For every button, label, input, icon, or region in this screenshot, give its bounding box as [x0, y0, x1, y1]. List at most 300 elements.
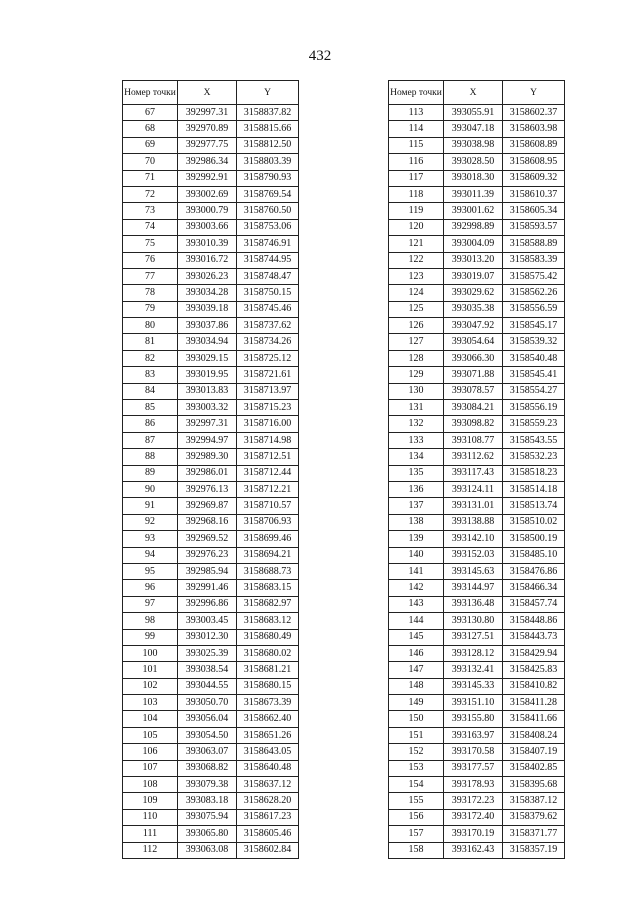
- table-row: [389, 121, 565, 137]
- cell-point-number: 98: [123, 613, 178, 629]
- cell-point-number: 121: [389, 236, 444, 252]
- table-row: [389, 760, 565, 776]
- cell-y: 3158411.28: [503, 695, 565, 711]
- cell-y: 3158713.97: [237, 383, 299, 399]
- table-row: [389, 727, 565, 743]
- table-row: [389, 416, 565, 432]
- cell-y: 3158790.93: [237, 170, 299, 186]
- cell-point-number: 148: [389, 678, 444, 694]
- table-row: [389, 203, 565, 219]
- table-row: [123, 695, 299, 711]
- table-row: [123, 318, 299, 334]
- table-row: [123, 350, 299, 366]
- table-row: [123, 170, 299, 186]
- cell-x: 393019.07: [444, 268, 503, 284]
- table-row: [123, 186, 299, 202]
- table-row: [389, 563, 565, 579]
- cell-x: 393055.91: [444, 105, 503, 121]
- cell-x: 393068.82: [178, 760, 237, 776]
- cell-y: 3158712.44: [237, 465, 299, 481]
- cell-point-number: 117: [389, 170, 444, 186]
- table-row: [389, 580, 565, 596]
- cell-point-number: 81: [123, 334, 178, 350]
- table-row: [389, 531, 565, 547]
- cell-y: 3158734.26: [237, 334, 299, 350]
- table-row: [389, 285, 565, 301]
- cell-y: 3158410.82: [503, 678, 565, 694]
- cell-y: 3158637.12: [237, 777, 299, 793]
- cell-y: 3158721.61: [237, 367, 299, 383]
- cell-point-number: 80: [123, 318, 178, 334]
- table-body: [389, 105, 565, 859]
- cell-y: 3158429.94: [503, 645, 565, 661]
- cell-x: 393029.15: [178, 350, 237, 366]
- cell-point-number: 136: [389, 481, 444, 497]
- cell-point-number: 78: [123, 285, 178, 301]
- table-row: [389, 711, 565, 727]
- coordinates-table-left: [122, 80, 299, 859]
- cell-y: 3158617.23: [237, 809, 299, 825]
- cell-point-number: 129: [389, 367, 444, 383]
- cell-y: 3158706.93: [237, 514, 299, 530]
- table-row: [123, 711, 299, 727]
- table-row: [123, 793, 299, 809]
- cell-point-number: 111: [123, 826, 178, 842]
- table-row: [123, 678, 299, 694]
- cell-y: 3158628.20: [237, 793, 299, 809]
- header-y: Y: [503, 81, 565, 105]
- table-row: [123, 121, 299, 137]
- cell-point-number: 130: [389, 383, 444, 399]
- cell-y: 3158513.74: [503, 498, 565, 514]
- cell-y: 3158575.42: [503, 268, 565, 284]
- cell-x: 393127.51: [444, 629, 503, 645]
- table-row: [389, 318, 565, 334]
- table-row: [389, 400, 565, 416]
- cell-x: 393038.98: [444, 137, 503, 153]
- cell-point-number: 68: [123, 121, 178, 137]
- cell-y: 3158680.49: [237, 629, 299, 645]
- table-row: [389, 186, 565, 202]
- cell-point-number: 72: [123, 186, 178, 202]
- cell-y: 3158545.17: [503, 318, 565, 334]
- cell-x: 393152.03: [444, 547, 503, 563]
- table-row: [123, 465, 299, 481]
- cell-x: 393013.20: [444, 252, 503, 268]
- cell-y: 3158737.62: [237, 318, 299, 334]
- cell-point-number: 115: [389, 137, 444, 153]
- cell-y: 3158583.39: [503, 252, 565, 268]
- cell-x: 393145.63: [444, 563, 503, 579]
- cell-x: 393170.19: [444, 826, 503, 842]
- cell-y: 3158514.18: [503, 481, 565, 497]
- table-row: [123, 481, 299, 497]
- cell-x: 393056.04: [178, 711, 237, 727]
- cell-x: 393002.69: [178, 186, 237, 202]
- table-row: [123, 154, 299, 170]
- table-row: [389, 678, 565, 694]
- cell-x: 393025.39: [178, 645, 237, 661]
- cell-y: 3158543.55: [503, 432, 565, 448]
- cell-y: 3158760.50: [237, 203, 299, 219]
- cell-y: 3158387.12: [503, 793, 565, 809]
- table-row: [123, 498, 299, 514]
- table-row: [123, 645, 299, 661]
- cell-y: 3158753.06: [237, 219, 299, 235]
- cell-point-number: 108: [123, 777, 178, 793]
- cell-y: 3158371.77: [503, 826, 565, 842]
- table-row: [123, 285, 299, 301]
- cell-x: 393066.30: [444, 350, 503, 366]
- cell-x: 393162.43: [444, 842, 503, 858]
- cell-y: 3158651.26: [237, 727, 299, 743]
- cell-y: 3158710.57: [237, 498, 299, 514]
- cell-y: 3158680.02: [237, 645, 299, 661]
- header-x: X: [178, 81, 237, 105]
- cell-x: 393016.72: [178, 252, 237, 268]
- cell-x: 393013.83: [178, 383, 237, 399]
- cell-point-number: 138: [389, 514, 444, 530]
- cell-x: 393039.18: [178, 301, 237, 317]
- table-row: [123, 105, 299, 121]
- cell-y: 3158605.46: [237, 826, 299, 842]
- table-row: [389, 465, 565, 481]
- cell-y: 3158837.82: [237, 105, 299, 121]
- cell-x: 392970.89: [178, 121, 237, 137]
- cell-y: 3158750.15: [237, 285, 299, 301]
- cell-x: 392985.94: [178, 563, 237, 579]
- table-row: [123, 268, 299, 284]
- cell-x: 393054.50: [178, 727, 237, 743]
- cell-x: 393065.80: [178, 826, 237, 842]
- cell-point-number: 114: [389, 121, 444, 137]
- cell-x: 393029.62: [444, 285, 503, 301]
- cell-x: 393098.82: [444, 416, 503, 432]
- cell-y: 3158603.98: [503, 121, 565, 137]
- table-row: [389, 449, 565, 465]
- cell-point-number: 126: [389, 318, 444, 334]
- cell-point-number: 73: [123, 203, 178, 219]
- cell-x: 393063.08: [178, 842, 237, 858]
- cell-x: 393112.62: [444, 449, 503, 465]
- cell-x: 392998.89: [444, 219, 503, 235]
- table-row: [123, 236, 299, 252]
- table-row: [389, 596, 565, 612]
- cell-x: 392996.86: [178, 596, 237, 612]
- cell-y: 3158593.57: [503, 219, 565, 235]
- cell-point-number: 70: [123, 154, 178, 170]
- cell-point-number: 152: [389, 744, 444, 760]
- cell-x: 393001.62: [444, 203, 503, 219]
- header-point-number: Номер точки: [389, 81, 444, 105]
- cell-point-number: 147: [389, 662, 444, 678]
- table-row: [389, 826, 565, 842]
- cell-y: 3158518.23: [503, 465, 565, 481]
- table-row: [123, 809, 299, 825]
- cell-x: 393142.10: [444, 531, 503, 547]
- cell-point-number: 92: [123, 514, 178, 530]
- table-row: [389, 383, 565, 399]
- cell-point-number: 109: [123, 793, 178, 809]
- cell-x: 393026.23: [178, 268, 237, 284]
- cell-point-number: 158: [389, 842, 444, 858]
- cell-y: 3158712.51: [237, 449, 299, 465]
- table-row: [123, 400, 299, 416]
- cell-x: 393136.48: [444, 596, 503, 612]
- page-number: 432: [308, 48, 332, 64]
- cell-point-number: 94: [123, 547, 178, 563]
- cell-x: 392992.91: [178, 170, 237, 186]
- cell-x: 392976.13: [178, 481, 237, 497]
- cell-point-number: 156: [389, 809, 444, 825]
- cell-point-number: 140: [389, 547, 444, 563]
- table-row: [389, 744, 565, 760]
- cell-point-number: 132: [389, 416, 444, 432]
- cell-x: 393117.43: [444, 465, 503, 481]
- cell-x: 393172.23: [444, 793, 503, 809]
- cell-x: 392976.23: [178, 547, 237, 563]
- cell-point-number: 74: [123, 219, 178, 235]
- cell-point-number: 133: [389, 432, 444, 448]
- cell-y: 3158476.86: [503, 563, 565, 579]
- cell-x: 393084.21: [444, 400, 503, 416]
- cell-point-number: 86: [123, 416, 178, 432]
- table-row: [389, 334, 565, 350]
- table-row: [389, 301, 565, 317]
- table-row: [123, 547, 299, 563]
- cell-point-number: 141: [389, 563, 444, 579]
- cell-y: 3158680.15: [237, 678, 299, 694]
- cell-y: 3158725.12: [237, 350, 299, 366]
- cell-point-number: 71: [123, 170, 178, 186]
- cell-x: 393047.92: [444, 318, 503, 334]
- table-row: [123, 367, 299, 383]
- cell-x: 393075.94: [178, 809, 237, 825]
- cell-point-number: 69: [123, 137, 178, 153]
- cell-point-number: 116: [389, 154, 444, 170]
- table-row: [123, 744, 299, 760]
- cell-y: 3158643.05: [237, 744, 299, 760]
- cell-point-number: 143: [389, 596, 444, 612]
- table-row: [123, 662, 299, 678]
- table-row: [389, 350, 565, 366]
- table-row: [389, 498, 565, 514]
- table-row: [123, 137, 299, 153]
- cell-y: 3158683.12: [237, 613, 299, 629]
- cell-x: 393034.94: [178, 334, 237, 350]
- table-row: [389, 219, 565, 235]
- table-row: [123, 219, 299, 235]
- cell-x: 393047.18: [444, 121, 503, 137]
- cell-point-number: 85: [123, 400, 178, 416]
- cell-y: 3158532.23: [503, 449, 565, 465]
- cell-y: 3158448.86: [503, 613, 565, 629]
- cell-y: 3158466.34: [503, 580, 565, 596]
- table-row: [123, 334, 299, 350]
- cell-x: 392986.34: [178, 154, 237, 170]
- cell-y: 3158610.37: [503, 186, 565, 202]
- cell-y: 3158395.68: [503, 777, 565, 793]
- cell-y: 3158640.48: [237, 760, 299, 776]
- cell-point-number: 76: [123, 252, 178, 268]
- cell-y: 3158699.46: [237, 531, 299, 547]
- cell-y: 3158694.21: [237, 547, 299, 563]
- cell-point-number: 77: [123, 268, 178, 284]
- cell-point-number: 122: [389, 252, 444, 268]
- cell-y: 3158562.26: [503, 285, 565, 301]
- cell-x: 393000.79: [178, 203, 237, 219]
- cell-y: 3158815.66: [237, 121, 299, 137]
- table-header: [123, 81, 299, 105]
- table-row: [389, 432, 565, 448]
- cell-y: 3158602.37: [503, 105, 565, 121]
- cell-y: 3158457.74: [503, 596, 565, 612]
- cell-point-number: 104: [123, 711, 178, 727]
- cell-x: 393145.33: [444, 678, 503, 694]
- cell-point-number: 67: [123, 105, 178, 121]
- cell-x: 392997.31: [178, 105, 237, 121]
- cell-y: 3158407.19: [503, 744, 565, 760]
- table-row: [123, 252, 299, 268]
- cell-x: 393028.50: [444, 154, 503, 170]
- cell-point-number: 120: [389, 219, 444, 235]
- cell-y: 3158744.95: [237, 252, 299, 268]
- cell-point-number: 95: [123, 563, 178, 579]
- cell-point-number: 135: [389, 465, 444, 481]
- table-row: [123, 514, 299, 530]
- cell-x: 392986.01: [178, 465, 237, 481]
- cell-y: 3158673.39: [237, 695, 299, 711]
- cell-point-number: 137: [389, 498, 444, 514]
- cell-x: 393130.80: [444, 613, 503, 629]
- cell-x: 392977.75: [178, 137, 237, 153]
- cell-point-number: 153: [389, 760, 444, 776]
- table-row: [389, 695, 565, 711]
- table-header: [389, 81, 565, 105]
- cell-point-number: 144: [389, 613, 444, 629]
- cell-point-number: 97: [123, 596, 178, 612]
- cell-point-number: 124: [389, 285, 444, 301]
- table-row: [123, 842, 299, 858]
- table-row: [389, 236, 565, 252]
- table-row: [389, 154, 565, 170]
- table-row: [389, 514, 565, 530]
- cell-x: 393034.28: [178, 285, 237, 301]
- table-row: [389, 809, 565, 825]
- cell-x: 392989.30: [178, 449, 237, 465]
- table-row: [389, 105, 565, 121]
- cell-point-number: 87: [123, 432, 178, 448]
- cell-point-number: 91: [123, 498, 178, 514]
- cell-y: 3158662.40: [237, 711, 299, 727]
- cell-y: 3158609.32: [503, 170, 565, 186]
- cell-y: 3158608.89: [503, 137, 565, 153]
- cell-y: 3158714.98: [237, 432, 299, 448]
- cell-x: 392991.46: [178, 580, 237, 596]
- cell-x: 392997.31: [178, 416, 237, 432]
- cell-y: 3158608.95: [503, 154, 565, 170]
- cell-x: 393071.88: [444, 367, 503, 383]
- cell-point-number: 99: [123, 629, 178, 645]
- cell-x: 393172.40: [444, 809, 503, 825]
- cell-point-number: 107: [123, 760, 178, 776]
- cell-point-number: 155: [389, 793, 444, 809]
- table-row: [389, 629, 565, 645]
- cell-x: 393003.45: [178, 613, 237, 629]
- table-row: [389, 481, 565, 497]
- table-row: [123, 777, 299, 793]
- cell-point-number: 82: [123, 350, 178, 366]
- table-row: [123, 596, 299, 612]
- coordinates-table-right: [388, 80, 565, 859]
- cell-x: 393083.18: [178, 793, 237, 809]
- table-row: [389, 613, 565, 629]
- table-row: [389, 252, 565, 268]
- table-row: [389, 367, 565, 383]
- cell-point-number: 79: [123, 301, 178, 317]
- cell-y: 3158746.91: [237, 236, 299, 252]
- table-row: [123, 449, 299, 465]
- cell-point-number: 90: [123, 481, 178, 497]
- cell-x: 392969.52: [178, 531, 237, 547]
- cell-y: 3158748.47: [237, 268, 299, 284]
- table-row: [123, 629, 299, 645]
- table-row: [123, 613, 299, 629]
- cell-point-number: 118: [389, 186, 444, 202]
- cell-x: 393054.64: [444, 334, 503, 350]
- cell-point-number: 93: [123, 531, 178, 547]
- cell-x: 393138.88: [444, 514, 503, 530]
- cell-y: 3158588.89: [503, 236, 565, 252]
- cell-x: 392968.16: [178, 514, 237, 530]
- cell-x: 393038.54: [178, 662, 237, 678]
- cell-point-number: 128: [389, 350, 444, 366]
- cell-y: 3158485.10: [503, 547, 565, 563]
- table-row: [123, 416, 299, 432]
- table-row: [123, 432, 299, 448]
- cell-point-number: 102: [123, 678, 178, 694]
- cell-y: 3158605.34: [503, 203, 565, 219]
- cell-y: 3158681.21: [237, 662, 299, 678]
- table-row: [389, 645, 565, 661]
- cell-point-number: 83: [123, 367, 178, 383]
- cell-x: 393012.30: [178, 629, 237, 645]
- cell-y: 3158408.24: [503, 727, 565, 743]
- table-row: [389, 547, 565, 563]
- cell-x: 393144.97: [444, 580, 503, 596]
- cell-y: 3158715.23: [237, 400, 299, 416]
- cell-y: 3158559.23: [503, 416, 565, 432]
- table-row: [123, 383, 299, 399]
- cell-x: 393163.97: [444, 727, 503, 743]
- table-row: [123, 301, 299, 317]
- cell-y: 3158425.83: [503, 662, 565, 678]
- cell-x: 393132.41: [444, 662, 503, 678]
- cell-y: 3158803.39: [237, 154, 299, 170]
- cell-point-number: 131: [389, 400, 444, 416]
- cell-x: 392969.87: [178, 498, 237, 514]
- cell-y: 3158554.27: [503, 383, 565, 399]
- cell-y: 3158443.73: [503, 629, 565, 645]
- cell-y: 3158683.15: [237, 580, 299, 596]
- cell-x: 393018.30: [444, 170, 503, 186]
- cell-point-number: 112: [123, 842, 178, 858]
- table-row: [389, 662, 565, 678]
- cell-point-number: 119: [389, 203, 444, 219]
- table-row: [123, 531, 299, 547]
- cell-x: 393128.12: [444, 645, 503, 661]
- table-row: [389, 137, 565, 153]
